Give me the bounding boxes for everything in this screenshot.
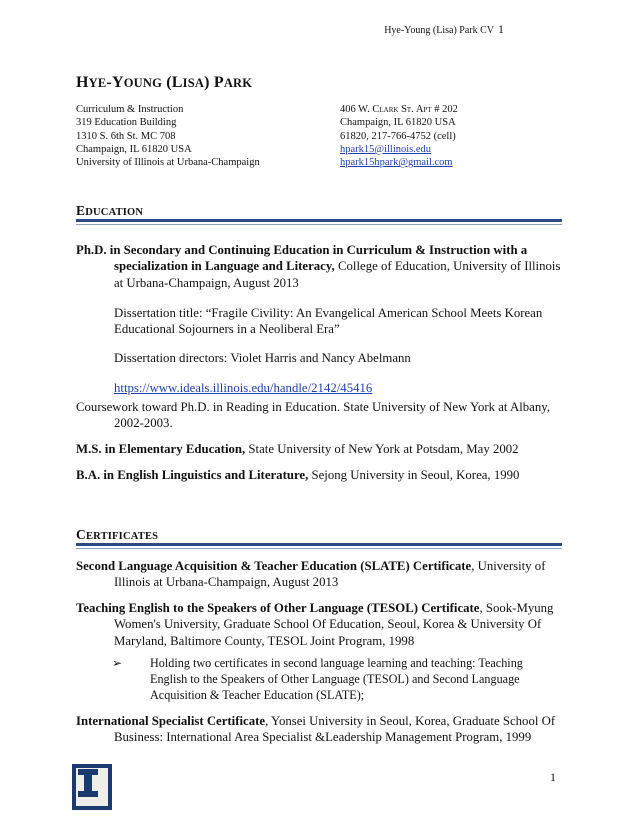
coursework-text: Coursework toward Ph.D. in Reading in Education. State University of New York at Albany, 2002-2003.: [76, 400, 551, 431]
intl-details: , Yonsei University in Seoul, Korea, Graduate School Of Business: International Area Specialist &Leadership Management Program, 1999: [114, 714, 556, 745]
name-part: ARK: [223, 76, 253, 90]
phd-degree: Ph.D. in Secondary and Continuing Education in Curriculum & Instruction with a specialization in Language and Literacy,: [76, 243, 528, 274]
address-line: Champaign, IL 61820 USA: [76, 143, 192, 155]
name-part: YE: [88, 76, 107, 90]
ba-degree: B.A. in English Linguistics and Literature,: [76, 468, 309, 482]
slate-certificate-entry: [76, 558, 562, 591]
email-link-gmail[interactable]: hpark15hpark@gmail.com: [340, 157, 453, 169]
cv-name-heading: [76, 74, 252, 92]
slate-details: , University of Illinois at Urbana-Champaign, August 2013: [114, 559, 546, 590]
name-part: P: [213, 74, 224, 91]
dissertation-title: Dissertation title: “Fragile Civility: An Evangelical American School Meets Korean Educational Sojourners in a Neoliberal Era”: [114, 305, 543, 337]
university-block-i-logo: [72, 764, 112, 810]
section-rule: [76, 543, 562, 546]
slate-title: Second Language Acquisition & Teacher Education (SLATE) Certificate: [76, 559, 472, 573]
name-part: -: [106, 74, 112, 91]
email-link-illinois[interactable]: hpark15@illinois.edu: [340, 143, 432, 155]
footer-page-number: 1: [550, 770, 556, 784]
home-address: [340, 103, 458, 169]
arrowhead-bullet-icon: ➢: [112, 656, 123, 670]
address-line: University of Illinois at Urbana-Champaign: [76, 157, 260, 169]
name-part: (: [162, 74, 172, 91]
ms-degree: M.S. in Elementary Education,: [76, 442, 246, 456]
tesol-certificate-entry: [76, 600, 562, 649]
section-rule: [76, 219, 562, 222]
name-part: ): [204, 74, 214, 91]
ms-entry: [76, 441, 562, 457]
name-part: ISA: [182, 76, 205, 90]
heading-initial: E: [76, 203, 86, 218]
section-rule-thin: [76, 548, 562, 549]
name-part: L: [171, 74, 183, 91]
dissertation-url-link[interactable]: https://www.ideals.illinois.edu/handle/2142/45416: [114, 380, 373, 395]
phone-line: 61820, 217-766-4752 (cell): [340, 130, 456, 142]
intl-title: International Specialist Certificate: [76, 714, 266, 728]
name-part: OUNG: [123, 76, 163, 90]
ms-details: State University of New York at Potsdam, May 2002: [245, 442, 519, 456]
bullet-text: Holding two certificates in second language learning and teaching: Teaching English to the Speakers of Other Language (TESOL) and Second Language Acquisition & Teacher Education (SLATE);: [150, 656, 523, 703]
intl-certificate-entry: [76, 713, 562, 746]
running-header-text: Hye-Young (Lisa) Park CV: [384, 25, 494, 36]
section-rule-thin: [76, 224, 562, 225]
running-header: [384, 22, 504, 37]
address-line: 406 W. Clark St. Apt # 202: [340, 104, 458, 115]
certificates-bullet-item: [76, 655, 562, 704]
address-line: Champaign, IL 61820 USA: [340, 117, 456, 129]
coursework-entry: [76, 399, 562, 432]
section-heading-education: [76, 203, 143, 219]
ba-details: Sejong University in Seoul, Korea, 1990: [308, 468, 520, 482]
address-line: Curriculum & Instruction: [76, 104, 184, 115]
heading-rest: ERTIFICATES: [85, 531, 159, 542]
address-line: 1310 S. 6th St. MC 708: [76, 130, 176, 142]
office-address: [76, 103, 260, 169]
ba-entry: [76, 467, 562, 483]
running-header-page: 1: [498, 22, 504, 36]
name-part: Y: [111, 74, 124, 91]
name-part: H: [76, 74, 89, 91]
phd-details: College of Education, University of Illinois at Urbana-Champaign, August 2013: [114, 259, 561, 290]
dissertation-directors: Dissertation directors: Violet Harris and Nancy Abelmann: [114, 351, 411, 366]
heading-rest: DUCATION: [85, 207, 144, 218]
tesol-title: Teaching English to the Speakers of Other Language (TESOL) Certificate: [76, 601, 480, 615]
section-heading-certificates: [76, 527, 158, 543]
tesol-details: , Sook-Myung Women's University, Graduate School Of Education, Seoul, Korea & University Of Maryland, Baltimore County, TESOL Joint Program, 1998: [114, 601, 554, 648]
phd-entry: [76, 242, 562, 396]
heading-initial: C: [76, 527, 86, 542]
address-line: 319 Education Building: [76, 117, 177, 129]
